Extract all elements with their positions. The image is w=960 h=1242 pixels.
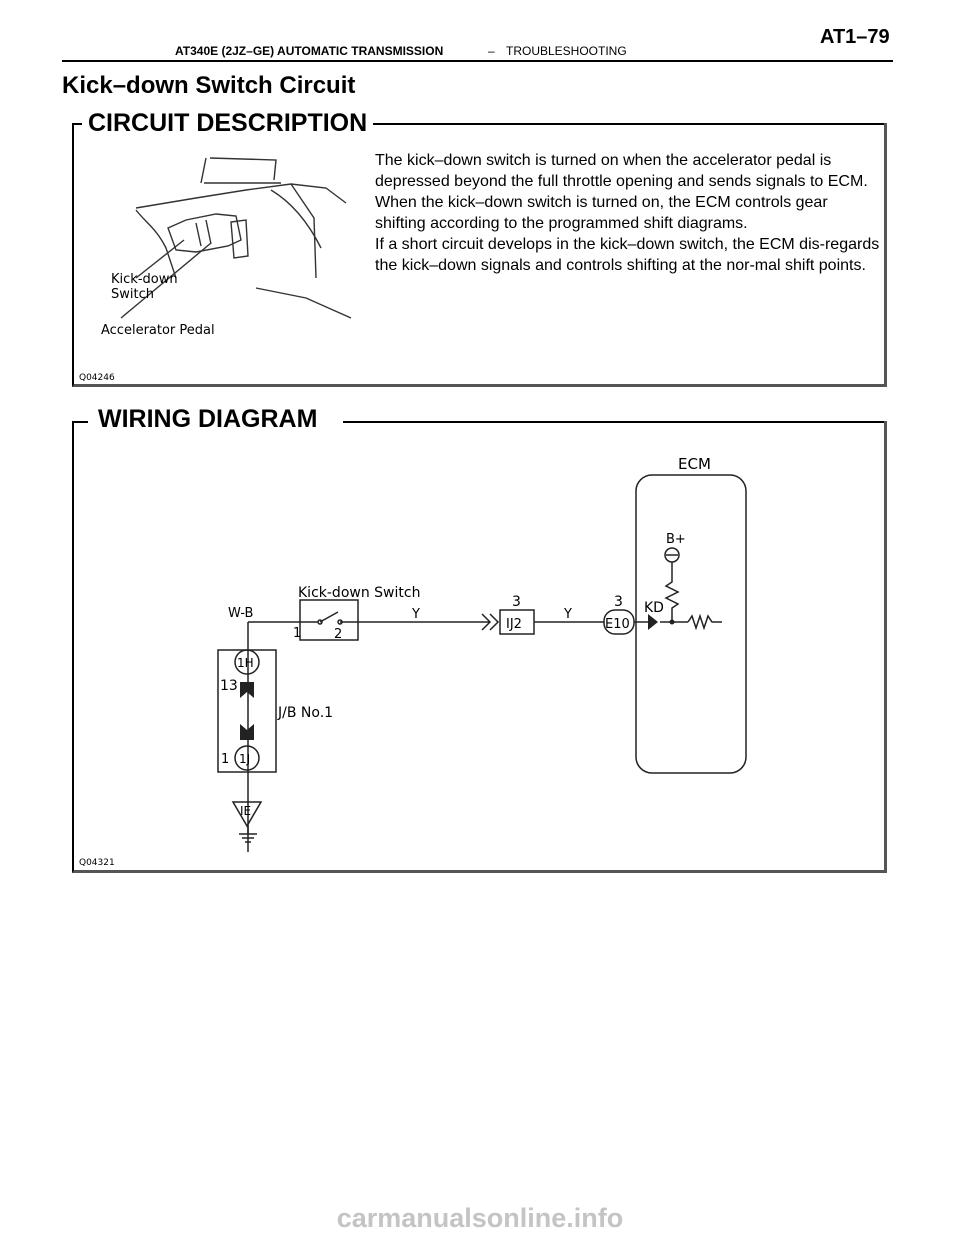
page-title: Kick–down Switch Circuit [62,72,356,99]
description-paragraph: When the kick–down switch is turned on, the ECM controls gear shifting according to the programmed shift diagrams. [375,194,828,232]
accelerator-pedal-label: Accelerator Pedal [101,323,215,338]
e10-connector: E10 [605,617,630,632]
section-name: TROUBLESHOOTING [506,44,627,58]
description-paragraph: If a short circuit develops in the kick–down switch, the ECM dis-regards the kick–down signals and controls shifting at the nor-mal shift points. [375,236,880,274]
wire-color-y: Y [564,607,572,622]
e10-pin: 3 [614,594,623,610]
switch-pin-1: 1 [293,626,302,641]
page-number: AT1–79 [820,26,890,48]
jb-label: J/B No.1 [278,705,334,721]
kickdown-label: Kick-down [111,272,178,287]
connector-1j: 1J [239,752,251,766]
wiring-diagram-heading: WIRING DIAGRAM [88,405,343,433]
ij2-pin: 3 [512,594,521,610]
wire-color-y: Y [412,607,420,622]
manual-title: AT340E (2JZ–GE) AUTOMATIC TRANSMISSION [175,44,444,58]
kickdown-switch-label: Kick-down Switch [298,585,421,601]
b-plus-label: B+ [666,532,686,547]
connector-1j-pin: 1 [221,752,230,767]
wire-color-wb: W-B [228,606,254,621]
description-paragraph: The kick–down switch is turned on when the accelerator pedal is depressed beyond the full throttle opening and sends signals to ECM. [375,152,868,190]
header-separator: – [488,44,495,58]
figure-id-q04246: Q04246 [79,373,115,383]
switch-pin-2: 2 [334,627,343,642]
ij2-connector: IJ2 [506,617,522,632]
connector-1h-pin: 13 [220,678,238,694]
ground-label: IE [240,804,252,818]
circuit-description-heading: CIRCUIT DESCRIPTION [82,109,373,137]
kd-label: KD [644,600,664,616]
switch-label: Switch [111,287,154,302]
watermark: carmanualsonline.info [336,1203,624,1233]
figure-id-q04321: Q04321 [79,858,115,868]
connector-1h: 1H [237,656,254,670]
ecm-label: ECM [678,455,711,473]
